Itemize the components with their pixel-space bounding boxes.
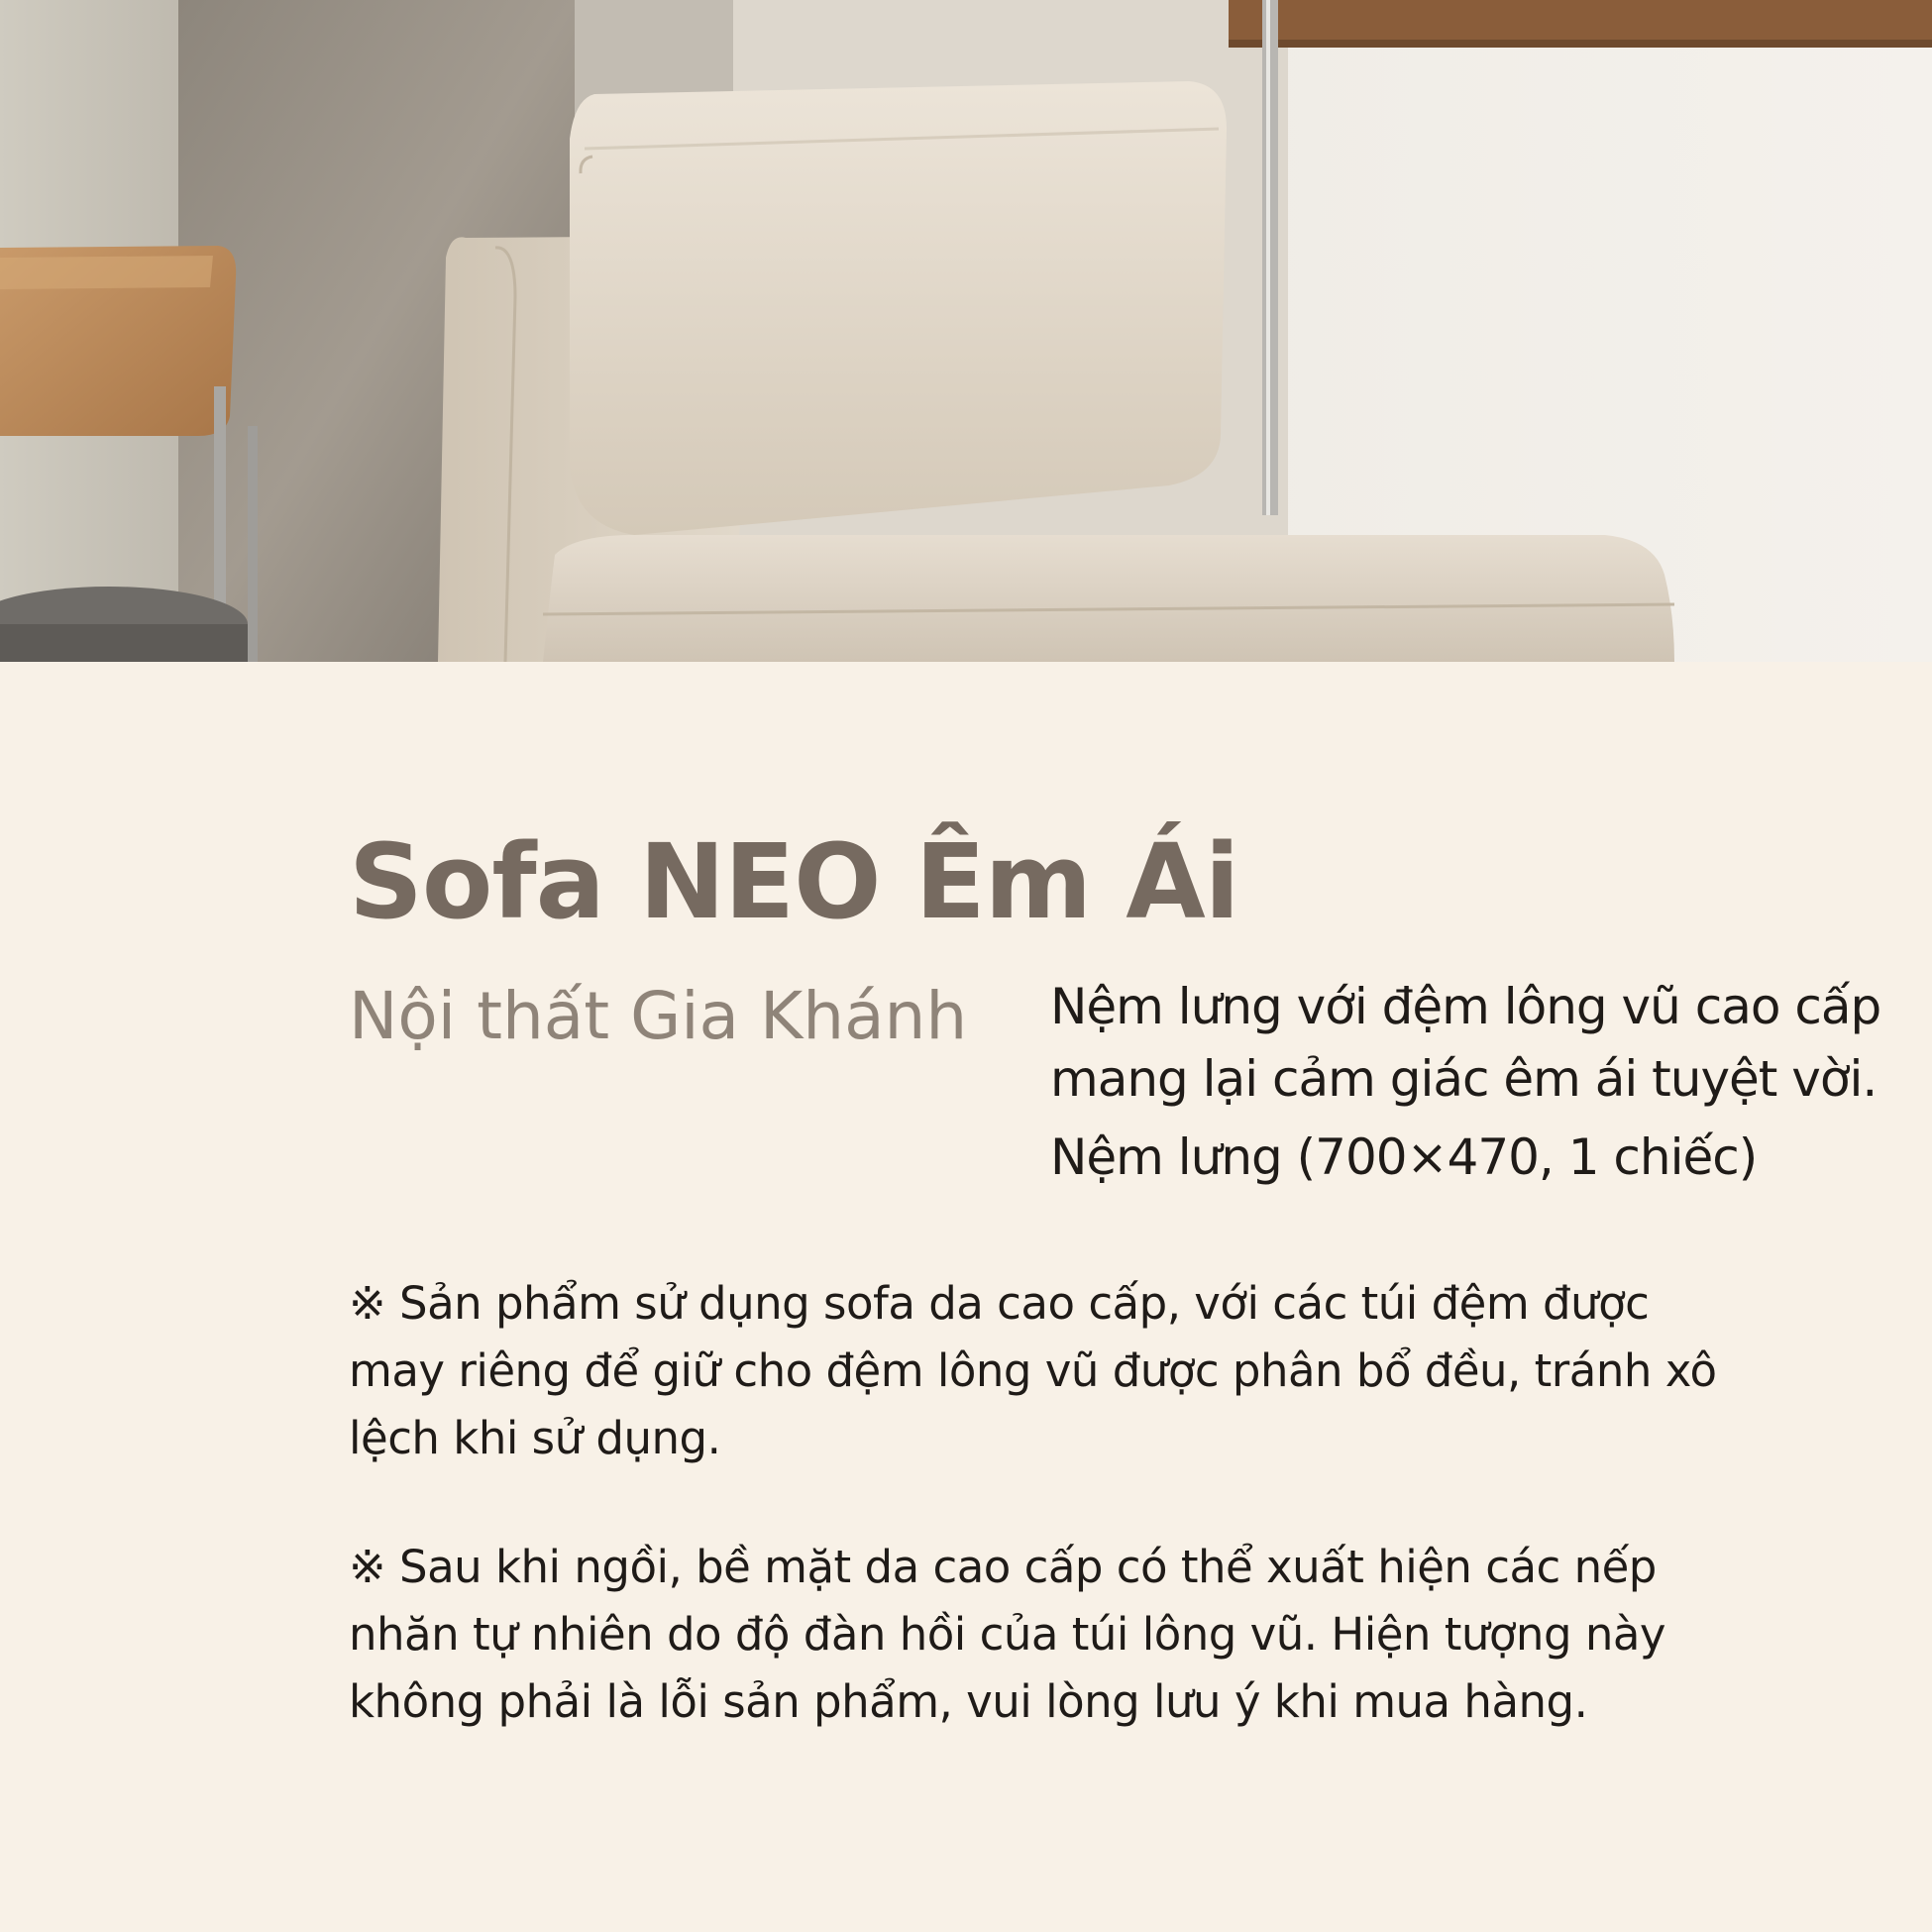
description-line: mang lại cảm giác êm ái tuyệt vời. — [1050, 1050, 1878, 1108]
product-info-panel — [0, 662, 1932, 1932]
care-note: ※ Sản phẩm sử dụng sofa da cao cấp, với các túi đệm được may riêng để giữ cho đệm lông vũ được phân bổ đều, tránh xô lệch khi sử dụng. — [349, 1277, 1717, 1464]
care-note: ※ Sau khi ngồi, bề mặt da cao cấp có thể xuất hiện các nếp nhăn tự nhiên do độ đàn hồi của túi lông vũ. Hiện tượng này không phải là lỗi sản phẩm, vui lòng lưu ý khi mua hàng. — [349, 1541, 1666, 1728]
description-line: Nệm lưng với đệm lông vũ cao cấp — [1050, 978, 1881, 1035]
product-title: Sofa NEO Êm Ái — [349, 821, 1239, 942]
product-photo — [0, 0, 1932, 662]
cushion-spec: Nệm lưng (700×470, 1 chiếc) — [1050, 1128, 1758, 1186]
product-description — [1050, 971, 1922, 1194]
brand-name: Nội thất Gia Khánh — [349, 978, 968, 1054]
